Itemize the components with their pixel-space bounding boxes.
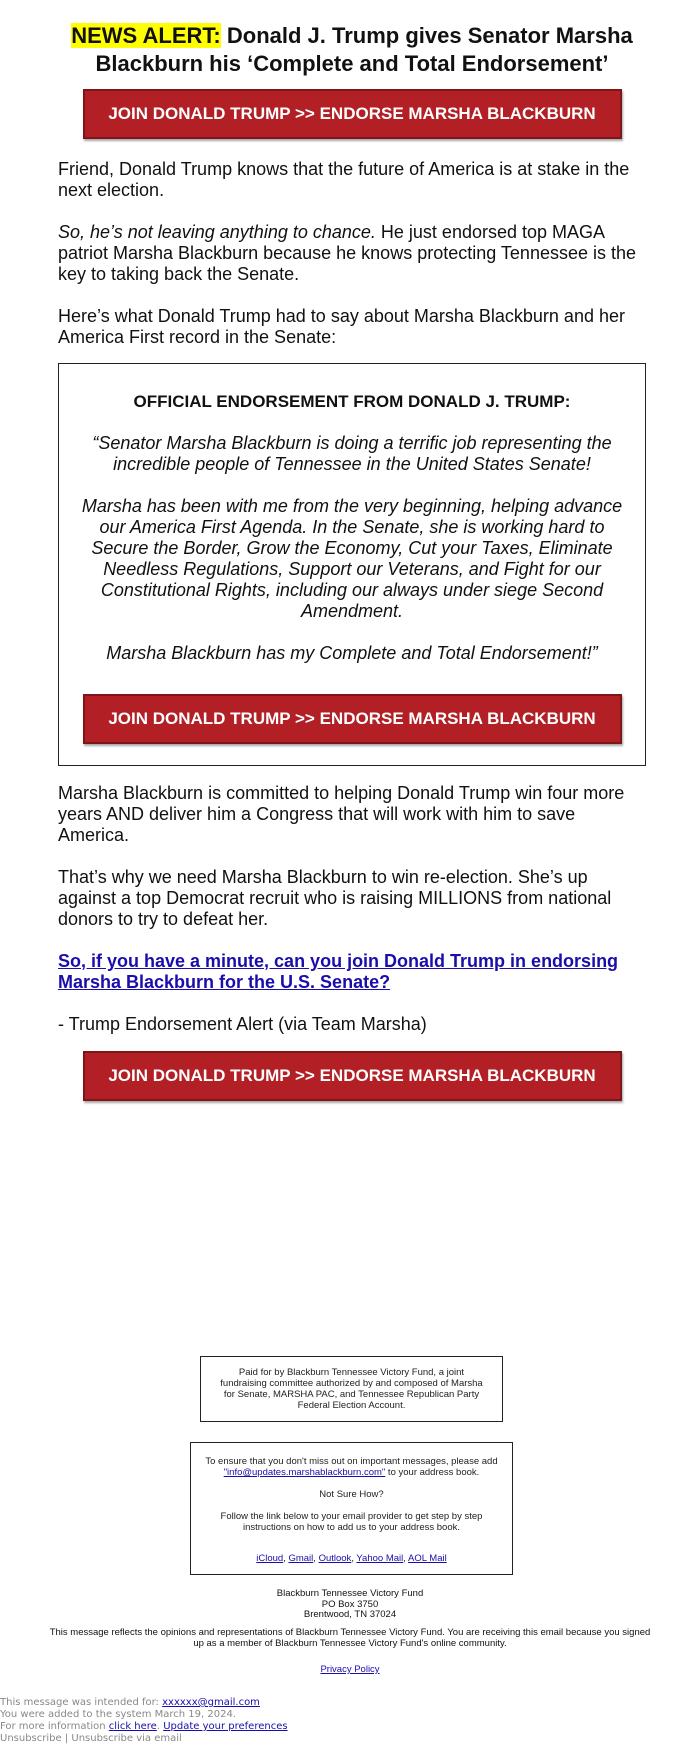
- ensure-post: to your address book.: [385, 1467, 480, 1478]
- headline-text: Donald J. Trump gives Senator Marsha Blackburn his ‘Complete and Total Endorsement’: [95, 23, 633, 76]
- intro-paragraph-2: [58, 222, 646, 285]
- click-here-link[interactable]: click here: [108, 1721, 157, 1732]
- intro-italic: So, he’s not leaving anything to chance.: [58, 222, 376, 242]
- ensure-text: [205, 1456, 498, 1478]
- address-line: PO Box 3750: [321, 1598, 379, 1610]
- endorse-button-middle[interactable]: JOIN DONALD TRUMP >> ENDORSE MARSHA BLACKBURN: [83, 694, 622, 744]
- address-line: Brentwood, TN 37024: [303, 1609, 397, 1620]
- provider-links: iCloud, Gmail, Outlook, Yahoo Mail, AOL Mail: [256, 1553, 447, 1564]
- added-date: You were added to the system March 19, 2024.: [0, 1709, 236, 1720]
- body-paragraph-5: That’s why we need Marsha Blackburn to win re-election. She’s up against a top Democrat recruit who is raising MILLIONS from national donors to try to defeat her.: [58, 867, 612, 929]
- intended-label: This message was intended for:: [0, 1697, 163, 1708]
- mailing-address: [0, 1589, 700, 1621]
- endorsement-heading: OFFICIAL ENDORSEMENT FROM DONALD J. TRUMP:: [133, 392, 571, 411]
- endorsement-quote-3: Marsha Blackburn has my Complete and Total Endorsement!”: [106, 643, 598, 663]
- subscription-info: This message was intended for: xxxxxx@gmail.com You were added to the system March 19, 2024. For more information click here. Update your preferences Unsubscribe | Unsubscribe via email: [0, 1697, 288, 1744]
- email-body: [58, 0, 646, 1101]
- endorsement-quote-1: “Senator Marsha Blackburn is doing a terrific job representing the incredible people of Tennessee in the United States Senate!: [92, 433, 612, 474]
- not-sure-text: Not Sure How?: [319, 1489, 384, 1500]
- address-line: Blackburn Tennessee Victory Fund: [276, 1588, 424, 1599]
- provider-link-outlook[interactable]: Outlook: [318, 1553, 352, 1564]
- news-alert-highlight: NEWS ALERT:: [71, 23, 221, 48]
- sender-email-link[interactable]: "info@updates.marshablackburn.com": [223, 1467, 386, 1478]
- signature: - Trump Endorsement Alert (via Team Marsha): [58, 1014, 427, 1034]
- provider-link-gmail[interactable]: Gmail: [288, 1553, 314, 1564]
- endorsement-quote-2: Marsha has been with me from the very beginning, helping advance our America First Agenda. In the Senate, she is working hard to Secure the Border, Grow the Economy, Cut your Taxes, Eliminate Needless Regulations, Support our Veterans, and Fight for our Constitutional Rights, including our always under siege Second Amendment.: [81, 496, 623, 621]
- intro-paragraph-1: Friend, Donald Trump knows that the future of America is at stake in the next election.: [58, 159, 630, 200]
- endorse-link[interactable]: So, if you have a minute, can you join Donald Trump in endorsing Marsha Blackburn for the U.S. Senate?: [58, 951, 619, 992]
- endorse-button-top[interactable]: JOIN DONALD TRUMP >> ENDORSE MARSHA BLACKBURN: [83, 89, 622, 139]
- provider-link-icloud[interactable]: iCloud: [256, 1553, 284, 1564]
- endorse-button-bottom[interactable]: JOIN DONALD TRUMP >> ENDORSE MARSHA BLACKBURN: [83, 1051, 622, 1101]
- unsubscribe-links[interactable]: Unsubscribe | Unsubscribe via email: [0, 1733, 182, 1744]
- paid-for-disclaimer: Paid for by Blackburn Tennessee Victory Fund, a joint fundraising committee authorized by and composed of Marsha for Senate, MARSHA PAC, and Tennessee Republican Party Federal Election Account.: [200, 1356, 503, 1422]
- provider-link-aol[interactable]: AOL Mail: [408, 1553, 447, 1564]
- follow-text: Follow the link below to your email provider to get step by step instructions on how to add us to your address book.: [220, 1511, 483, 1533]
- endorsement-box: [58, 363, 646, 766]
- intro-paragraph-2-rest: He just endorsed top MAGA patriot Marsha Blackburn because he knows protecting Tennessee is the key to taking back the Senate.: [58, 222, 637, 284]
- recipient-email-link[interactable]: xxxxxx@gmail.com: [162, 1697, 260, 1708]
- headline: [67, 22, 637, 78]
- provider-link-yahoo[interactable]: Yahoo Mail: [356, 1553, 404, 1564]
- intro-paragraph-3: Here’s what Donald Trump had to say about Marsha Blackburn and her America First record in the Senate:: [58, 306, 625, 347]
- footer-disclaimer: This message reflects the opinions and representations of Blackburn Tennessee Victory Fund. You are receiving this email because you signed up as a member of Blackburn Tennessee Victory Fund's online community.: [49, 1627, 651, 1649]
- more-info-label: For more information: [0, 1721, 109, 1732]
- address-book-box: [190, 1442, 513, 1575]
- ensure-pre: To ensure that you don't miss out on important messages, please add: [205, 1456, 498, 1467]
- privacy-policy-link[interactable]: Privacy Policy: [320, 1664, 380, 1675]
- update-preferences-link[interactable]: Update your preferences: [163, 1721, 288, 1732]
- body-paragraph-4: Marsha Blackburn is committed to helping Donald Trump win four more years AND deliver him a Congress that will work with him to save America.: [58, 783, 625, 845]
